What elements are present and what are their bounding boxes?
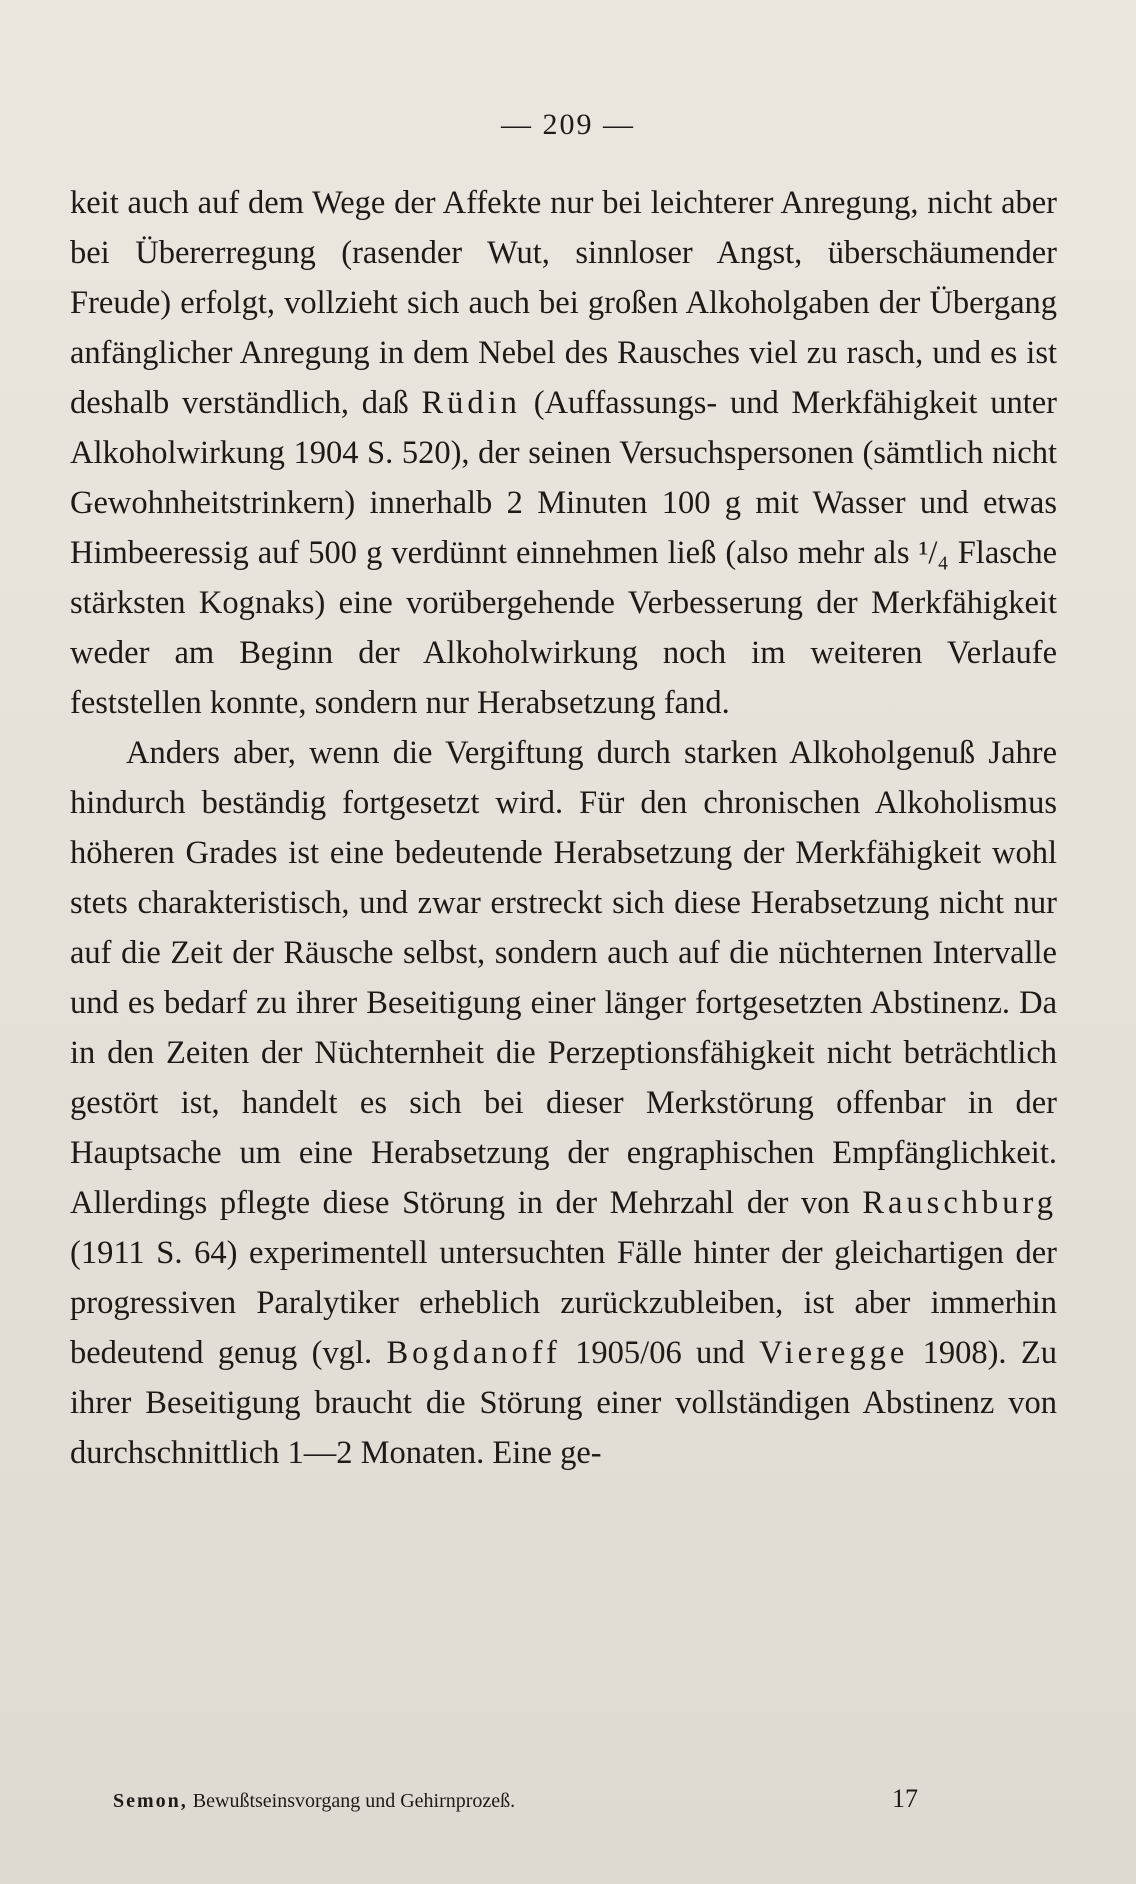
spaced-name: Bogdanoff xyxy=(386,1335,561,1371)
footer-signature-line xyxy=(113,1790,515,1813)
page-number: — 209 — xyxy=(501,108,635,141)
body-text xyxy=(70,178,1057,1478)
text-run: (Auffassungs- und Merkfähigkeit unter Alkoholwirkung 1904 S. 520), der seinen Versuchspersonen (sämtlich nicht Gewohnheitstrinkern) innerhalb 2 Minuten 100 g mit Wasser und etwas Himbeeressig auf 500 g verdünnt einnehmen ließ (also mehr als ¹/₄ Flasche stärksten Kognaks) eine vorübergehende Verbesserung der Merkfähigkeit weder am Beginn der Alkoholwirkung noch im weiteren Verlaufe feststellen konnte, sondern nur Herabsetzung fand. xyxy=(70,385,1057,721)
spaced-name: Rauschburg xyxy=(862,1185,1057,1221)
signature-mark: 17 xyxy=(892,1784,918,1813)
paragraph xyxy=(70,178,1057,728)
spaced-name: Vieregge xyxy=(759,1335,909,1371)
spaced-name: Rüdin xyxy=(421,385,521,421)
text-run: 1908). Zu ihrer Beseitigung braucht die Störung einer vollständigen Abstinenz von durchschnittlich 1—2 Monaten. Eine ge- xyxy=(70,1335,1057,1471)
text-run: Anders aber, wenn die Vergiftung durch starken Alkoholgenuß Jahre hindurch beständig fortgesetzt wird. Für den chronischen Alkoholismus höheren Grades ist eine bedeutende Herabsetzung der Merkfähigkeit wohl stets charakteristisch, und zwar erstreckt sich diese Herabsetzung nicht nur auf die Zeit der Räusche selbst, sondern auch auf die nüchternen Intervalle und es bedarf zu ihrer Beseitigung einer länger fortgesetzten Abstinenz. Da in den Zeiten der Nüchternheit die Perzeptionsfähigkeit nicht beträchtlich gestört ist, handelt es sich bei dieser Merkstörung offenbar in der Hauptsache um eine Herabsetzung der engraphischen Empfänglichkeit. Allerdings pflegte diese Störung in der Mehrzahl der von xyxy=(70,735,1057,1221)
paragraph xyxy=(70,728,1057,1478)
text-run: 1905/06 und xyxy=(560,1335,760,1371)
text-run: (1911 S. 64) experimentell untersuchten Fälle hinter der gleichartigen der progressiven Paralytiker erheblich zurückzubleiben, ist aber immerhin bedeutend genug (vgl. xyxy=(70,1235,1057,1371)
text-run: keit auch auf dem Wege der Affekte nur bei leichterer Anregung, nicht aber bei Übererregung (rasender Wut, sinnloser Angst, überschäumender Freude) erfolgt, vollzieht sich auch bei großen Alkoholgaben der Übergang anfänglicher Anregung in dem Nebel des Rausches viel zu rasch, und es ist deshalb verständlich, daß xyxy=(70,185,1057,421)
footer-author: Semon, xyxy=(113,1790,188,1812)
footer-title: Bewußtseinsvorgang und Gehirnprozeß. xyxy=(187,1790,516,1812)
